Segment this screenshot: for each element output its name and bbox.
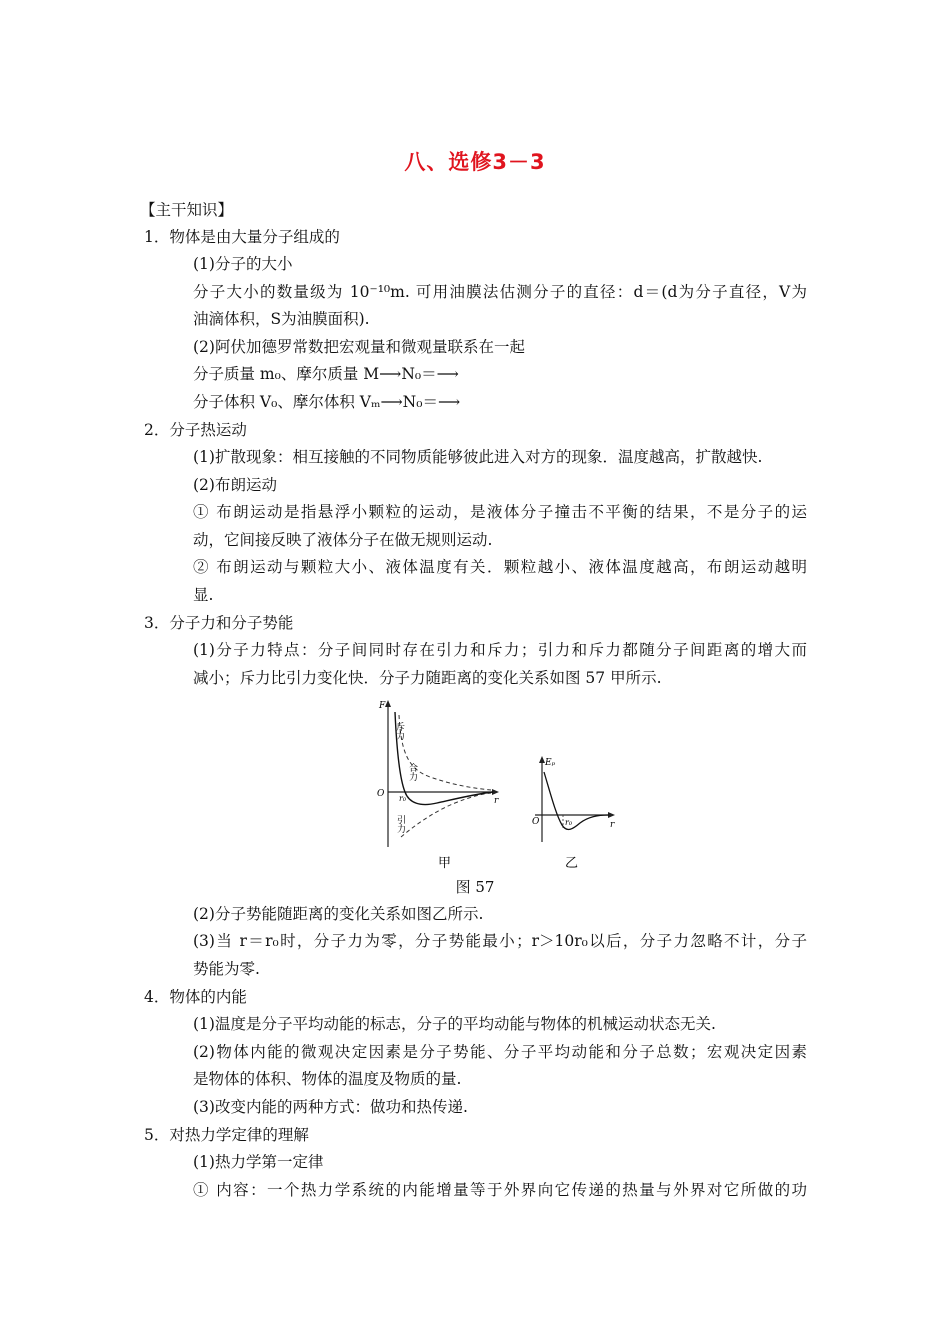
- text-line: (1)温度是分子平均动能的标志，分子的平均动能与物体的机械运动状态无关.: [193, 1015, 716, 1033]
- jia-x-label: r: [494, 796, 499, 806]
- text-line: (1)扩散现象：相互接触的不同物质能够彼此进入对方的现象．温度越高，扩散越快.: [193, 448, 763, 466]
- text-line: (3)当 r＝r₀时，分子力为零，分子势能最小；r＞10r₀以后，分子力忽略不计，分子: [193, 932, 807, 950]
- jia-origin: O: [377, 789, 385, 799]
- jia-y-label: F: [379, 701, 386, 711]
- text-line: 分子质量 m₀、摩尔质量 M⟶N₀＝⟶: [193, 365, 459, 383]
- yi-x-arrow: [608, 812, 615, 818]
- text-line: 油滴体积，S为油膜面积).: [193, 310, 370, 328]
- text-line: (1)分子力特点：分子间同时存在引力和斥力；引力和斥力都随分子间距离的增大而: [193, 641, 807, 659]
- diagram-yi: [532, 756, 615, 842]
- jia-label: 甲: [438, 856, 452, 871]
- diagram-jia: [377, 700, 499, 847]
- heading-5: 5．对热力学定律的理解: [144, 1126, 309, 1144]
- text-line: 显.: [193, 586, 214, 604]
- text-line: (3)改变内能的两种方式：做功和热传递.: [193, 1098, 468, 1116]
- heading-2: 2．分子热运动: [144, 421, 247, 439]
- potential-curve: [544, 772, 609, 829]
- text-line: 势能为零.: [193, 960, 260, 978]
- yi-x-label: r: [610, 820, 615, 830]
- repulsion-label: 斥力: [394, 722, 404, 740]
- yi-label: 乙: [565, 856, 579, 871]
- resultant-curve: [395, 712, 493, 805]
- page-title: 八、选修3－3: [404, 150, 546, 174]
- text-line: (2)阿伏加德罗常数把宏观量和微观量联系在一起: [193, 338, 525, 356]
- force-potential-diagram: [375, 697, 645, 872]
- text-line: (1)热力学第一定律: [193, 1153, 324, 1171]
- text-line: 分子体积 V₀、摩尔体积 Vₘ⟶N₀＝⟶: [193, 393, 461, 411]
- figure-caption: 图 57: [455, 878, 495, 896]
- attraction-label: 引力: [395, 815, 405, 833]
- jia-r0: r₀: [399, 794, 407, 803]
- figure-57: [375, 697, 645, 876]
- text-line: 减小；斥力比引力变化快．分子力随距离的变化关系如图 57 甲所示.: [193, 669, 662, 687]
- resultant-label: 合力: [407, 763, 417, 781]
- text-line: ① 布朗运动是指悬浮小颗粒的运动，是液体分子撞击不平衡的结果，不是分子的运: [193, 503, 807, 521]
- text-line: ① 内容：一个热力学系统的内能增量等于外界向它传递的热量与外界对它所做的功: [193, 1181, 807, 1199]
- heading-1: 1．物体是由大量分子组成的: [144, 228, 340, 246]
- text-line: ② 布朗运动与颗粒大小、液体温度有关．颗粒越小、液体温度越高，布朗运动越明: [193, 558, 807, 576]
- jia-y-arrow: [385, 700, 391, 707]
- yi-r0: r₀: [565, 818, 573, 827]
- text-line: (2)分子势能随距离的变化关系如图乙所示.: [193, 905, 484, 923]
- jia-x-arrow: [492, 789, 499, 795]
- text-line: 是物体的体积、物体的温度及物质的量.: [193, 1070, 462, 1088]
- text-line: (2)物体内能的微观决定因素是分子势能、分子平均动能和分子总数；宏观决定因素: [193, 1043, 807, 1061]
- attraction-curve: [401, 793, 491, 837]
- text-line: (1)分子的大小: [193, 255, 293, 273]
- text-line: (2)布朗运动: [193, 476, 277, 494]
- yi-origin: O: [532, 817, 540, 827]
- yi-y-label: Eₚ: [545, 758, 556, 768]
- heading-4: 4．物体的内能: [144, 988, 247, 1006]
- text-line: 分子大小的数量级为 10⁻¹⁰m. 可用油膜法估测分子的直径：d＝(d为分子直径，V为: [193, 283, 807, 301]
- text-line: 动，它间接反映了液体分子在做无规则运动.: [193, 531, 493, 549]
- heading-3: 3．分子力和分子势能: [144, 614, 294, 632]
- section-heading: 【主干知识】: [140, 201, 234, 219]
